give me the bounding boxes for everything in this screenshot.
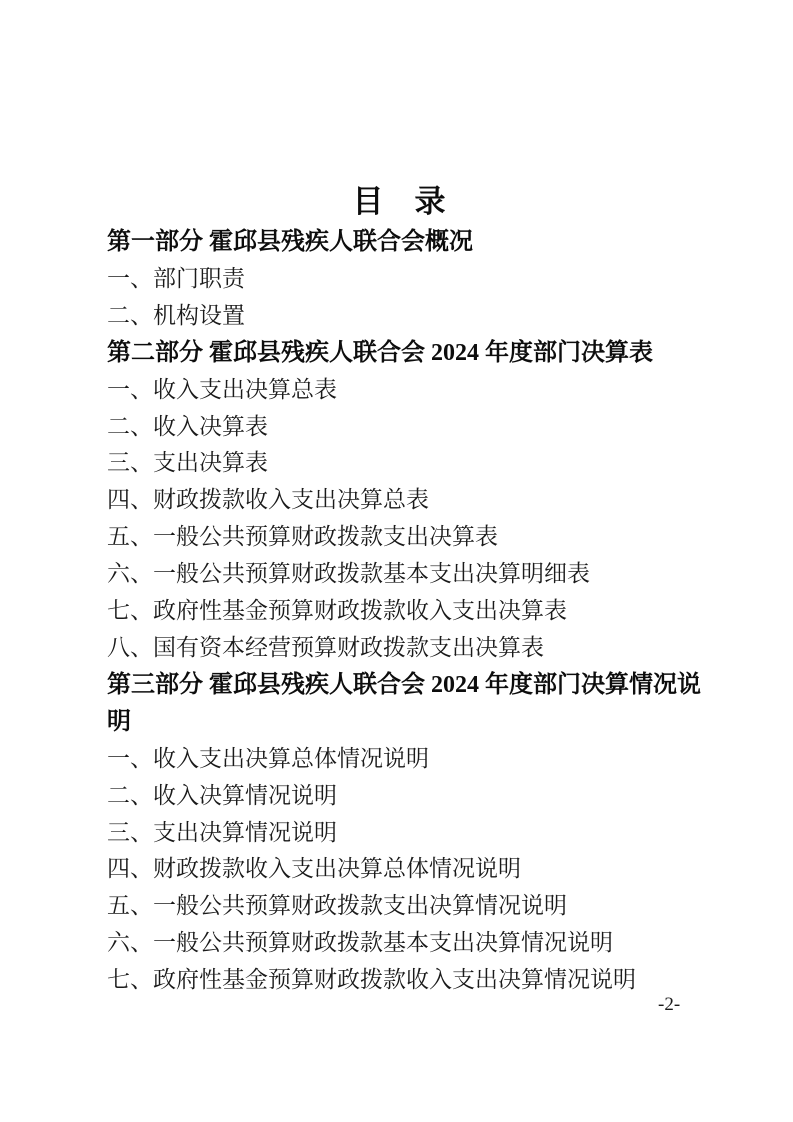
page-title: 目 录 (352, 184, 446, 219)
toc-entry: 一、部门职责 (107, 265, 245, 291)
section-1-heading: 第一部分 霍邱县残疾人联合会概况 (107, 229, 473, 255)
toc-entry: 三、支出决算情况说明 (107, 819, 337, 845)
toc-entry: 五、一般公共预算财政拨款支出决算表 (107, 524, 498, 550)
toc-entry: 三、支出决算表 (107, 450, 268, 476)
section-3-heading: 第三部分 霍邱县残疾人联合会 2024 年度部门决算情况说明 (107, 671, 701, 735)
toc-entry: 二、收入决算表 (107, 413, 268, 439)
toc-entry: 四、财政拨款收入支出决算总表 (107, 487, 429, 513)
table-of-contents (107, 180, 715, 999)
toc-entry: 四、财政拨款收入支出决算总体情况说明 (107, 856, 521, 882)
page-number: -2- (658, 994, 681, 1015)
toc-entry: 七、政府性基金预算财政拨款收入支出决算情况说明 (107, 967, 636, 993)
toc-entry: 六、一般公共预算财政拨款基本支出决算明细表 (107, 561, 590, 587)
toc-entry: 一、收入支出决算总表 (107, 376, 337, 402)
toc-entry: 六、一般公共预算财政拨款基本支出决算情况说明 (107, 930, 613, 956)
section-2-heading: 第二部分 霍邱县残疾人联合会 2024 年度部门决算表 (107, 339, 653, 366)
toc-entry: 一、收入支出决算总体情况说明 (107, 745, 429, 771)
toc-entry: 二、机构设置 (107, 302, 245, 328)
toc-entry: 二、收入决算情况说明 (107, 782, 337, 808)
toc-entry: 八、国有资本经营预算财政拨款支出决算表 (107, 634, 544, 660)
toc-entry: 七、政府性基金预算财政拨款收入支出决算表 (107, 598, 567, 624)
toc-entry: 五、一般公共预算财政拨款支出决算情况说明 (107, 893, 567, 919)
